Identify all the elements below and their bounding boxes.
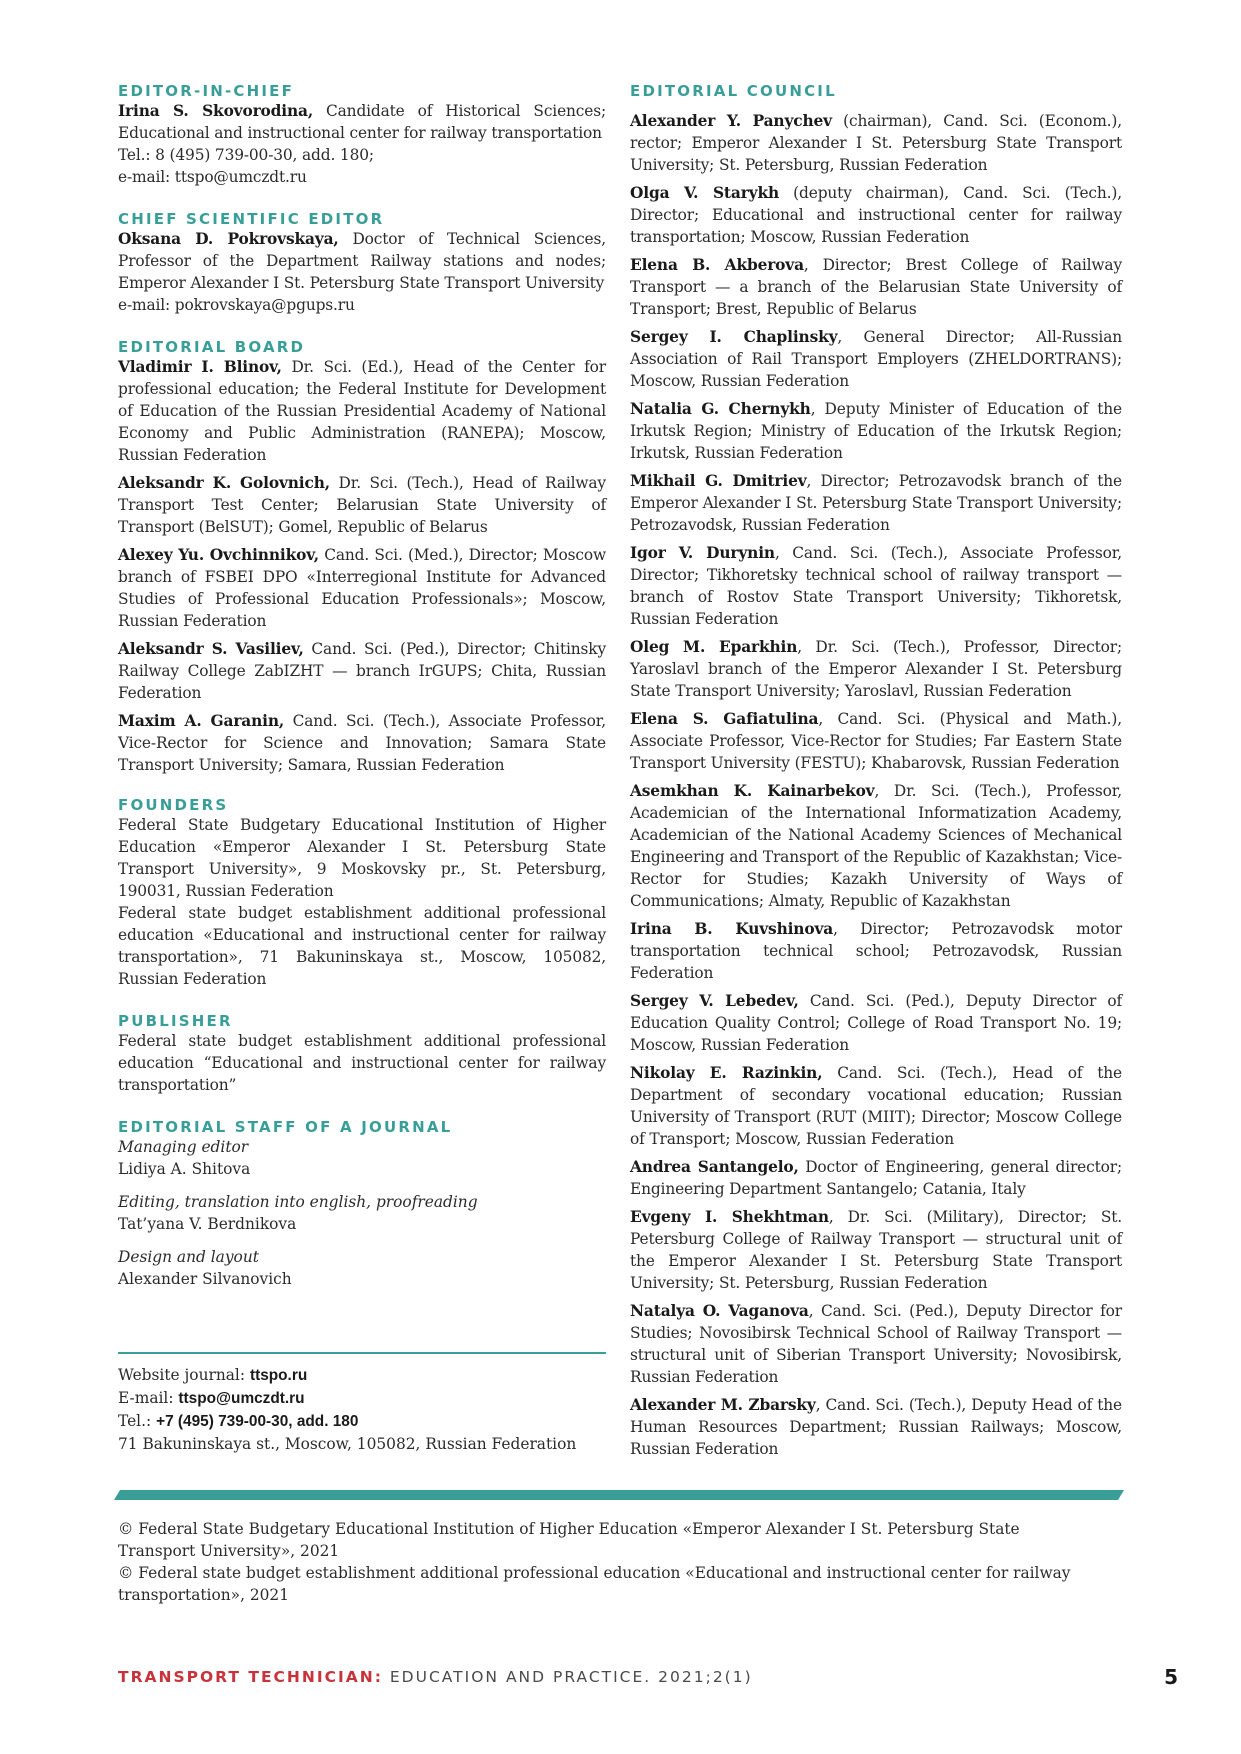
copyright-line-2: © Federal state budget establishment additional professional education «Educational and instructional center for railway transportation», 2021 [118,1564,1071,1604]
founders-paragraph-2: Federal state budget establishment additional professional education «Educational and instructional center for railway transportation», 71 Bakuninskaya st., Moscow, 105082, Russian Federation [118,904,606,988]
member-text: , Cand. Sci. (Ped.), Deputy Director for Studies; Novosibirsk Technical School of Railway Transport — structural unit of Siberian Transport University; Novosibirsk, Russian Federation [630,1302,1122,1386]
council-member [630,780,1122,912]
member-text: , Dr. Sci. (Tech.), Professor, Director; Yaroslavl branch of the Emperor Alexander I St. Petersburg State Transport University; Yaroslavl, Russian Federation [630,638,1122,700]
member-name: Aleksandr S. Vasiliev, [118,640,304,658]
staff-role: Managing editor [118,1138,249,1156]
member-name: Oleg M. Eparkhin [630,638,798,656]
council-member [630,708,1122,774]
staff-role: Design and layout [118,1248,259,1266]
member-text: , Dr. Sci. (Military), Director; St. Petersburg College of Railway Transport — structural unit of the Emperor Alexander I St. Petersburg State Transport University; St. Petersburg, Russian Federation [630,1208,1122,1292]
staff-name: Tat’yana V. Berdnikova [118,1215,297,1233]
founders-paragraph-1: Federal State Budgetary Educational Institution of Higher Education «Emperor Alexander I St. Petersburg State Transport University», 9 Moskovsky pr., St. Petersburg, 190031, Russian Federation [118,816,606,900]
member-text: Dr. Sci. (Tech.), Head of Railway Transport Test Center; Belarusian State University of Transport (BelSUT); Gomel, Republic of Belarus [118,474,606,536]
member-name: Evgeny I. Shekhtman [630,1208,829,1226]
member-text: Cand. Sci. (Ped.), Deputy Director of Education Quality Control; College of Road Transport No. 19; Moscow, Russian Federation [630,992,1122,1054]
member-text: , Dr. Sci. (Tech.), Professor, Academician of the International Informatization Academy, Academician of the National Academy Sciences of Mechanical Engineering and Transport of the Republic of Kazakhstan; Vice-Rector for Studies; Kazakh University of Ways of Communications; Almaty, Republic of Kazakhstan [630,782,1122,910]
member-text: Cand. Sci. (Tech.), Head of the Department of secondary vocational education; Russian University of Transport (RUT (MIIT); Director; Moscow College of Transport; Moscow, Russian Federation [630,1064,1122,1148]
member-name: Olga V. Starykh [630,184,780,202]
member-text: , General Director; All-Russian Association of Rail Transport Employers (ZHELDORTRANS); Moscow, Russian Federation [630,328,1122,390]
member-name: Alexey Yu. Ovchinnikov, [118,546,319,564]
tel-line [118,1410,618,1433]
member-text: , Director; Petrozavodsk branch of the Emperor Alexander I St. Petersburg State Transport University; Petrozavodsk, Russian Federation [630,472,1122,534]
left-column [118,82,606,1301]
council-member [630,636,1122,702]
section-divider-band [114,1490,1124,1500]
council-member [630,542,1122,630]
member-name: Alexander M. Zbarsky [630,1396,816,1414]
council-member [630,470,1122,536]
editor-in-chief-tel: Tel.: 8 (495) 739-00-30, add. 180; [118,146,374,164]
journal-title [118,1668,753,1686]
member-name: Sergey I. Chaplinsky [630,328,838,346]
member-text: Cand. Sci. (Ped.), Director; Chitinsky Railway College ZabIZHT — branch IrGUPS; Chita, Russian Federation [118,640,606,702]
editor-in-chief-entry [118,100,606,144]
editorial-council-title: EDITORIAL COUNCIL [630,82,837,100]
chief-scientific-editor-text: Doctor of Technical Sciences, Professor of the Department Railway stations and nodes; Emperor Alexander I St. Petersburg State Transport University [118,230,607,292]
member-text: Cand. Sci. (Tech.), Associate Professor, Vice-Rector for Science and Innovation; Samara State Transport University; Samara, Russian Federation [118,712,606,774]
publisher-text: Federal state budget establishment additional professional education “Educational and instructional center for railway transportation” [118,1032,606,1094]
member-name: Elena B. Akberova [630,256,804,274]
page-number: 5 [1164,1665,1178,1689]
editorial-staff-title: EDITORIAL STAFF OF A JOURNAL [118,1118,453,1136]
address-line: 71 Bakuninskaya st., Moscow, 105082, Russian Federation [118,1435,577,1453]
editor-in-chief-email: e-mail: ttspo@umczdt.ru [118,168,307,186]
member-name: Alexander Y. Panychev [630,112,832,130]
member-name: Vladimir I. Blinov, [118,358,282,376]
editor-in-chief-title: EDITOR-IN-CHIEF [118,82,295,100]
council-member [630,918,1122,984]
council-member [630,1062,1122,1150]
right-column [630,82,1122,1466]
member-text: Cand. Sci. (Med.), Director; Moscow branch of FSBEI DPO «Interregional Institute for Advanced Studies of Professional Education Professionals»; Moscow, Russian Federation [118,546,607,630]
council-member [630,1300,1122,1388]
publisher-title: PUBLISHER [118,1012,233,1030]
member-name: Igor V. Durynin [630,544,775,562]
board-member [118,710,606,776]
website-link[interactable]: ttspo.ru [249,1367,308,1384]
editorial-board-list [118,356,606,776]
journal-issue: EDUCATION AND PRACTICE. 2021;2(1) [382,1668,753,1686]
member-text: , Cand. Sci. (Tech.), Deputy Head of the Human Resources Department; Russian Railways; Moscow, Russian Federation [630,1396,1122,1458]
editorial-council-list [630,110,1122,1460]
council-member [630,1394,1122,1460]
email-label: E-mail: [118,1389,179,1407]
member-text: , Cand. Sci. (Physical and Math.), Associate Professor, Vice-Rector for Studies; Far Eastern State Transport University (FESTU); Khabarovsk, Russian Federation [630,710,1122,772]
council-member [630,398,1122,464]
editorial-board-title: EDITORIAL BOARD [118,338,306,356]
council-member [630,326,1122,392]
board-member [118,356,606,466]
email-line [118,1387,618,1410]
member-name: Elena S. Gafiatulina [630,710,819,728]
member-name: Natalya O. Vaganova [630,1302,809,1320]
contacts-block [118,1364,618,1455]
board-member [118,638,606,704]
council-member [630,110,1122,176]
editorial-staff-list [118,1136,606,1290]
staff-name: Alexander Silvanovich [118,1270,292,1288]
member-text: , Deputy Minister of Education of the Irkutsk Region; Ministry of Education of the Irkutsk Region; Irkutsk, Russian Federation [630,400,1122,462]
editor-in-chief-name: Irina S. Skovorodina, [118,102,314,120]
editor-in-chief-text: Candidate of Historical Sciences; Educational and instructional center for railway transportation [118,102,607,142]
website-line [118,1364,618,1387]
email-link[interactable]: ttspo@umczdt.ru [178,1390,305,1407]
member-text: , Director; Petrozavodsk motor transportation technical school; Petrozavodsk, Russian Federation [630,920,1123,982]
member-name: Natalia G. Chernykh [630,400,811,418]
member-name: Aleksandr K. Golovnich, [118,474,330,492]
member-text: Dr. Sci. (Ed.), Head of the Center for professional education; the Federal Institute for Development of Education of the Russian Presidential Academy of National Economy and Public Administration (RANEPA); Moscow, Russian Federation [118,358,606,464]
member-text: (deputy chairman), Cand. Sci. (Tech.), Director; Educational and instructional center for railway transportation; Moscow, Russian Federation [630,184,1122,246]
page-footer [118,1665,1178,1689]
board-member [118,472,606,538]
member-name: Asemkhan K. Kainarbekov [630,782,875,800]
council-member [630,254,1122,320]
chief-scientific-editor-email: e-mail: pokrovskaya@pgups.ru [118,296,355,314]
council-member [630,1206,1122,1294]
journal-brand: TRANSPORT TECHNICIAN: [118,1668,383,1686]
staff-role: Editing, translation into english, proofreading [118,1193,478,1211]
founders-title: FOUNDERS [118,796,229,814]
website-label: Website journal: [118,1366,250,1384]
member-text: , Cand. Sci. (Tech.), Associate Professor, Director; Tikhoretsky technical school of railway transport — branch of Rostov State Transport University; Tikhoretsk, Russian Federation [630,544,1122,628]
member-text: (chairman), Cand. Sci. (Econom.), rector; Emperor Alexander I St. Petersburg State Transport University; St. Petersburg, Russian Federation [630,112,1122,174]
board-member [118,544,606,632]
tel-value: +7 (495) 739-00-30, add. 180 [156,1413,359,1430]
member-text: Doctor of Engineering, general director; Engineering Department Santangelo; Catania, Italy [630,1158,1122,1198]
member-name: Sergey V. Lebedev, [630,992,799,1010]
member-name: Mikhail G. Dmitriev [630,472,807,490]
council-member [630,182,1122,248]
contacts-divider [118,1352,606,1354]
member-name: Andrea Santangelo, [630,1158,799,1176]
chief-scientific-editor-name: Oksana D. Pokrovskaya, [118,230,339,248]
member-name: Nikolay E. Razinkin, [630,1064,823,1082]
staff-name: Lidiya A. Shitova [118,1160,251,1178]
chief-scientific-editor-entry [118,228,606,294]
tel-label: Tel.: [118,1412,157,1430]
member-name: Irina B. Kuvshinova [630,920,834,938]
member-name: Maxim A. Garanin, [118,712,285,730]
council-member [630,990,1122,1056]
copyright-line-1: © Federal State Budgetary Educational Institution of Higher Education «Emperor Alexander I St. Petersburg State Transport University», 2021 [118,1520,1020,1560]
copyright-block [118,1518,1078,1606]
council-member [630,1156,1122,1200]
chief-scientific-editor-title: CHIEF SCIENTIFIC EDITOR [118,210,385,228]
member-text: , Director; Brest College of Railway Transport — a branch of the Belarusian State University of Transport; Brest, Republic of Belarus [630,256,1123,318]
